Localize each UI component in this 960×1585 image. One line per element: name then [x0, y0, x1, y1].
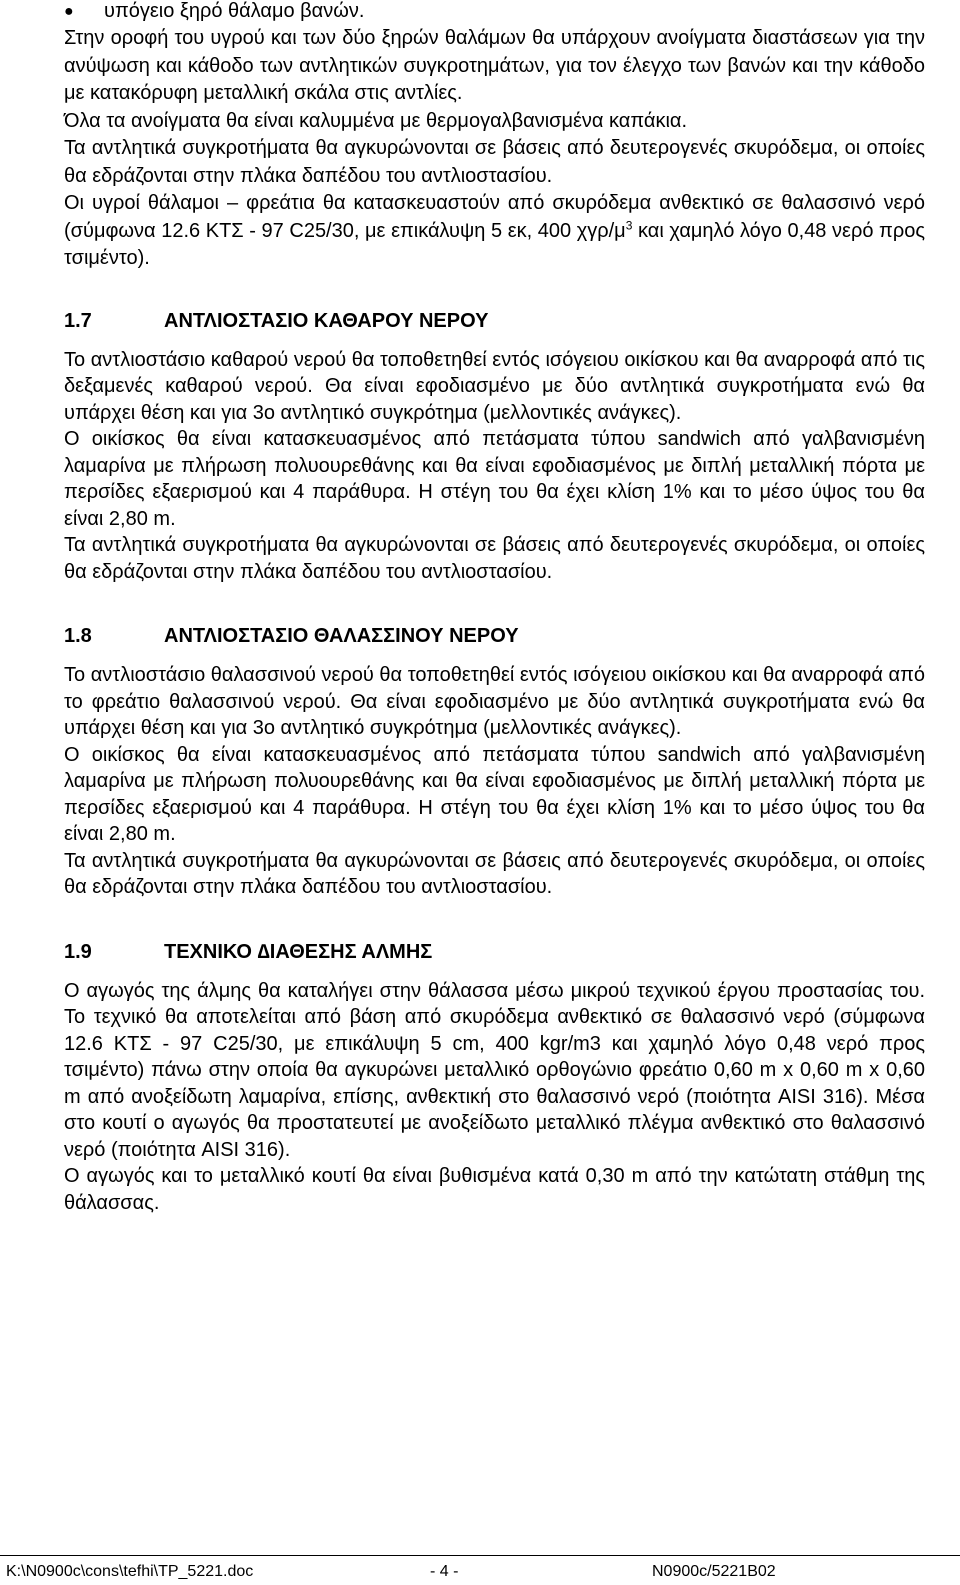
paragraph-submersion: Ο αγωγός και το μεταλλικό κουτί θα είναι βυθισμένα κατά 0,30 m από την κατώτατη στάθμη της θάλασσας. — [64, 1165, 925, 1214]
wet-chambers-text-end: και χαμηλό λόγο 0,48 νερό προς τσιμέντο). — [64, 219, 925, 269]
section-heading-1-9 — [64, 939, 925, 966]
paragraph-pump-bases: Τα αντλητικά συγκροτήματα θα αγκυρώνονται σε βάσεις από δευτερογενές σκυρόδεμα, οι οποίες θα εδράζονται στην πλάκα δαπέδου του αντλιοστασίου. — [64, 534, 925, 583]
footer-file-path: K:\N0900c\cons\tefhi\TP_5221.doc — [6, 1563, 254, 1580]
section-title: ΑΝΤΛΙΟΣΤΑΣΙΟ ΘΑΛΑΣΣΙΝΟΥ ΝΕΡΟΥ — [164, 625, 519, 647]
bullet-icon: ● — [64, 3, 74, 20]
paragraph-pump-bases: Τα αντλητικά συγκροτήματα θα αγκυρώνονται σε βάσεις από δευτερογενές σκυρόδεμα, οι οποίες θα εδράζονται στην πλάκα δαπέδου του αντλιοστασίου. — [64, 137, 925, 187]
paragraph-seawater-station: Το αντλιοστάσιο θαλασσινού νερού θα τοποθετηθεί εντός ισόγειου οικίσκου και θα αναρροφά από το φρεάτιο θαλασσινού νερού. Θα είναι εφοδιασμένο με δύο αντλητικά συγκροτήματα ενώ θα υπάρχει θέση και για 3ο αντλητικό συγκρότημα (μελλοντικές ανάγκες). — [64, 664, 925, 739]
paragraph-openings: Στην οροφή του υγρού και των δύο ξηρών θαλάμων θα υπάρχουν ανοίγματα διαστάσεων για την ανύψωση και κάθοδο των αντλητικών συγκροτημάτων, για τον έλεγχο των βανών και την κάθοδο με κατακόρυφη μεταλλική σκάλα στις αντλίες. — [64, 27, 925, 104]
wet-chambers-text: Οι υγροί θάλαμοι – φρεάτια θα κατασκευαστούν από σκυρόδεμα ανθεκτικό σε θαλασσινό νερό (σύμφωνα 12.6 ΚΤΣ - 97 C25/30, με επικάλυψη 5 εκ, 400 χγρ/μ — [64, 192, 925, 242]
footer-page-number: - 4 - — [430, 1563, 459, 1580]
section-heading-1-7 — [64, 308, 925, 335]
section-number: 1.9 — [64, 940, 92, 963]
paragraph-kiosk: Ο οικίσκος θα είναι κατασκευασμένος από πετάσματα τύπου sandwich από γαλβανισμένη λαμαρίνα με πλήρωση πολυουρεθάνης και θα είναι εφοδιασμένος με διπλή μεταλλική πόρτα με περσίδες εξαερισμού και 4 παράθυρα. Η στέγη του θα έχει κλίση 1% και το μέσο ύψος του θα είναι 2,80 m. — [64, 743, 925, 845]
section-number: 1.8 — [64, 625, 92, 647]
footer-divider — [0, 1555, 960, 1556]
paragraph-kiosk: Ο οικίσκος θα είναι κατασκευασμένος από πετάσματα τύπου sandwich από γαλβανισμένη λαμαρίνα με πλήρωση πολυουρεθάνης και θα είναι εφοδιασμένος με διπλή μεταλλική πόρτα με περσίδες εξαερισμού και 4 παράθυρα. Η στέγη του θα έχει κλίση 1% και το μέσο ύψος του θα είναι 2,80 m. — [64, 428, 925, 530]
footer-document-code: N0900c/5221B02 — [652, 1563, 776, 1580]
paragraph-pump-bases: Τα αντλητικά συγκροτήματα θα αγκυρώνονται σε βάσεις από δευτερογενές σκυρόδεμα, οι οποίες θα εδράζονται στην πλάκα δαπέδου του αντλιοστασίου. — [64, 849, 925, 898]
superscript-3: 3 — [625, 217, 633, 232]
paragraph-clean-water-station: Το αντλιοστάσιο καθαρού νερού θα τοποθετηθεί εντός ισόγειου οικίσκου και θα αναρροφά από τις δεξαμενές καθαρού νερού. Θα είναι εφοδιασμένο με δύο αντλητικά συγκροτήματα ενώ θα υπάρχει θέση και για 3ο αντλητικό συγκρότημα (μελλοντικές ανάγκες). — [64, 348, 925, 424]
section-heading-1-8 — [64, 623, 925, 650]
section-title: ΤΕΧΝΙΚΟ ∆ΙΑΘΕΣΗΣ ΑΛΜΗΣ — [164, 940, 433, 963]
page-content — [64, 0, 925, 1216]
page-footer — [0, 1555, 960, 1585]
bullet-text: υπόγειο ξηρό θάλαμο βανών. — [104, 0, 365, 22]
paragraph-brine-outfall: Ο αγωγός της άλμης θα καταλήγει στην θάλασσα μέσω μικρού τεχνικού έργου προστασίας του. Το τεχνικό θα αποτελείται από βάση από σκυρόδεμα ανθεκτικό σε θαλασσινό νερό (σύμφωνα 12.6 ΚΤΣ - 97 C25/30, με επικάλυψη 5 cm, 400 kgr/m3 και χαμηλό λόγο 0,48 νερό προς τσιμέντο) πάνω στην οποία θα αγκυρώνει μεταλλικό ορθογώνιο φρεάτιο 0,60 m x 0,60 m x 0,60 m από ανοξείδωτη λαμαρίνα, επίσης, ανθεκτική στο θαλασσινό νερό (ποιότητα AISI 316). Μέσα στο κουτί ο αγωγός θα προστατευτεί με ανοξείδωτο μεταλλικό πλέγμα ανθεκτικό στο θαλασσινό νερό (ποιότητα AISI 316). — [64, 979, 925, 1161]
paragraph-wet-chambers — [64, 190, 925, 273]
bullet-item — [64, 0, 925, 25]
paragraph-covers: Όλα τα ανοίγματα θα είναι καλυμμένα με θερμογαλβανισμένα καπάκια. — [64, 109, 688, 132]
section-number: 1.7 — [64, 309, 92, 332]
section-title: ΑΝΤΛΙΟΣΤΑΣΙΟ ΚΑΘΑΡΟΥ ΝΕΡΟΥ — [164, 309, 489, 332]
